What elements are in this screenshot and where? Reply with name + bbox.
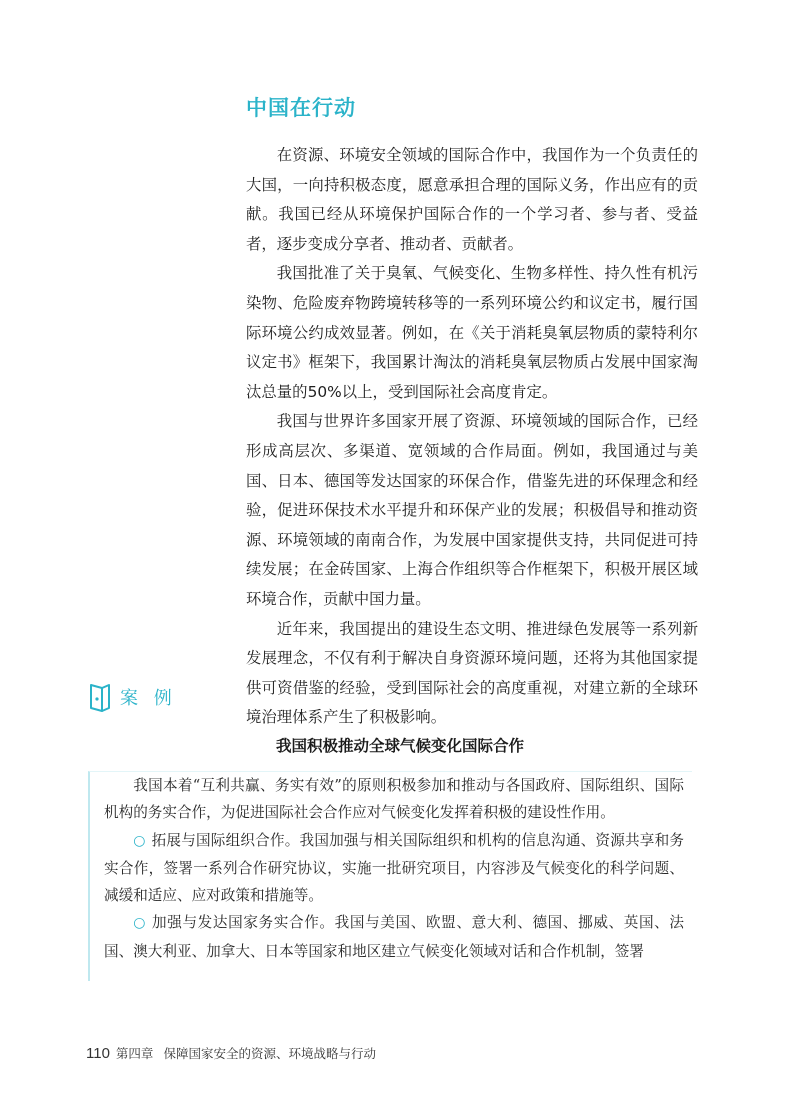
- section-body: [246, 141, 698, 733]
- case-bullet-1: [104, 827, 684, 910]
- chapter-label: 第四章: [115, 1046, 154, 1061]
- book-icon: [88, 682, 112, 712]
- case-bullet-text: 我国加强与相关国际组织和机构的信息沟通、资源共享和务实合作，签署一系列合作研究协议，实施一批研究项目，内容涉及气候变化的科学问题、减缓和适应、应对政策和措施等。: [104, 831, 684, 905]
- page-number: 110: [86, 1045, 110, 1062]
- paragraph-1: 在资源、环境安全领域的国际合作中，我国作为一个负责任的大国，一向持积极态度，愿意承担合理的国际义务，作出应有的贡献。我国已经从环境保护国际合作的一个学习者、参与者、受益者，逐步变成分享者、推动者、贡献者。: [246, 146, 698, 253]
- case-bullet-head: 加强与发达国家务实合作。: [152, 914, 335, 932]
- circle-bullet-icon: ○: [133, 832, 146, 849]
- case-label: [88, 681, 177, 713]
- circle-bullet-icon: ○: [133, 915, 147, 932]
- page-footer: [86, 1044, 376, 1062]
- paragraph-4: 近年来，我国提出的建设生态文明、推进绿色发展等一系列新发展理念，不仅有利于解决自身资源环境问题，还将为其他国家提供可资借鉴的经验，受到国际社会的高度重视，对建立新的全球环境治理体系产生了积极影响。: [246, 619, 698, 727]
- section-heading: 中国在行动: [246, 96, 356, 120]
- case-label-text: 案 例: [120, 688, 177, 709]
- case-intro: 我国本着“互利共赢、务实有效”的原则积极参加和推动与各国政府、国际组织、国际机构的务实合作，为促进国际社会合作应对气候变化发挥着积极的建设性作用。: [104, 777, 684, 822]
- paragraph-2: 我国批准了关于臭氧、气候变化、生物多样性、持久性有机污染物、危险废弃物跨境转移等的一系列环境公约和议定书，履行国际环境公约成效显著。例如，在《关于消耗臭氧层物质的蒙特利尔议定书》框架下，我国累计淘汰的消耗臭氧层物质占发展中国家淘汰总量的50%以上，受到国际社会高度肯定。: [246, 264, 698, 401]
- case-bullet-head: 拓展与国际组织合作。: [151, 831, 300, 849]
- case-body: [104, 772, 684, 965]
- chapter-title: 保障国家安全的资源、环境战略与行动: [163, 1046, 376, 1061]
- case-bullet-text: 我国与美国、欧盟、意大利、德国、挪威、英国、法国、澳大利亚、加拿大、日本等国家和地区建立气候变化领域对话和合作机制，签署: [104, 914, 684, 960]
- case-bullet-2: [104, 909, 684, 965]
- paragraph-3: 我国与世界许多国家开展了资源、环境领域的国际合作，已经形成高层次、多渠道、宽领域的合作局面。例如，我国通过与美国、日本、德国等发达国家的环保合作，借鉴先进的环保理念和经验，促进环保技术水平提升和环保产业的发展；积极倡导和推动资源、环境领域的南南合作，为发展中国家提供支持，共同促进可持续发展；在金砖国家、上海合作组织等合作框架下，积极开展区域环境合作，贡献中国力量。: [246, 412, 698, 608]
- case-title: 我国积极推动全球气候变化国际合作: [275, 737, 524, 755]
